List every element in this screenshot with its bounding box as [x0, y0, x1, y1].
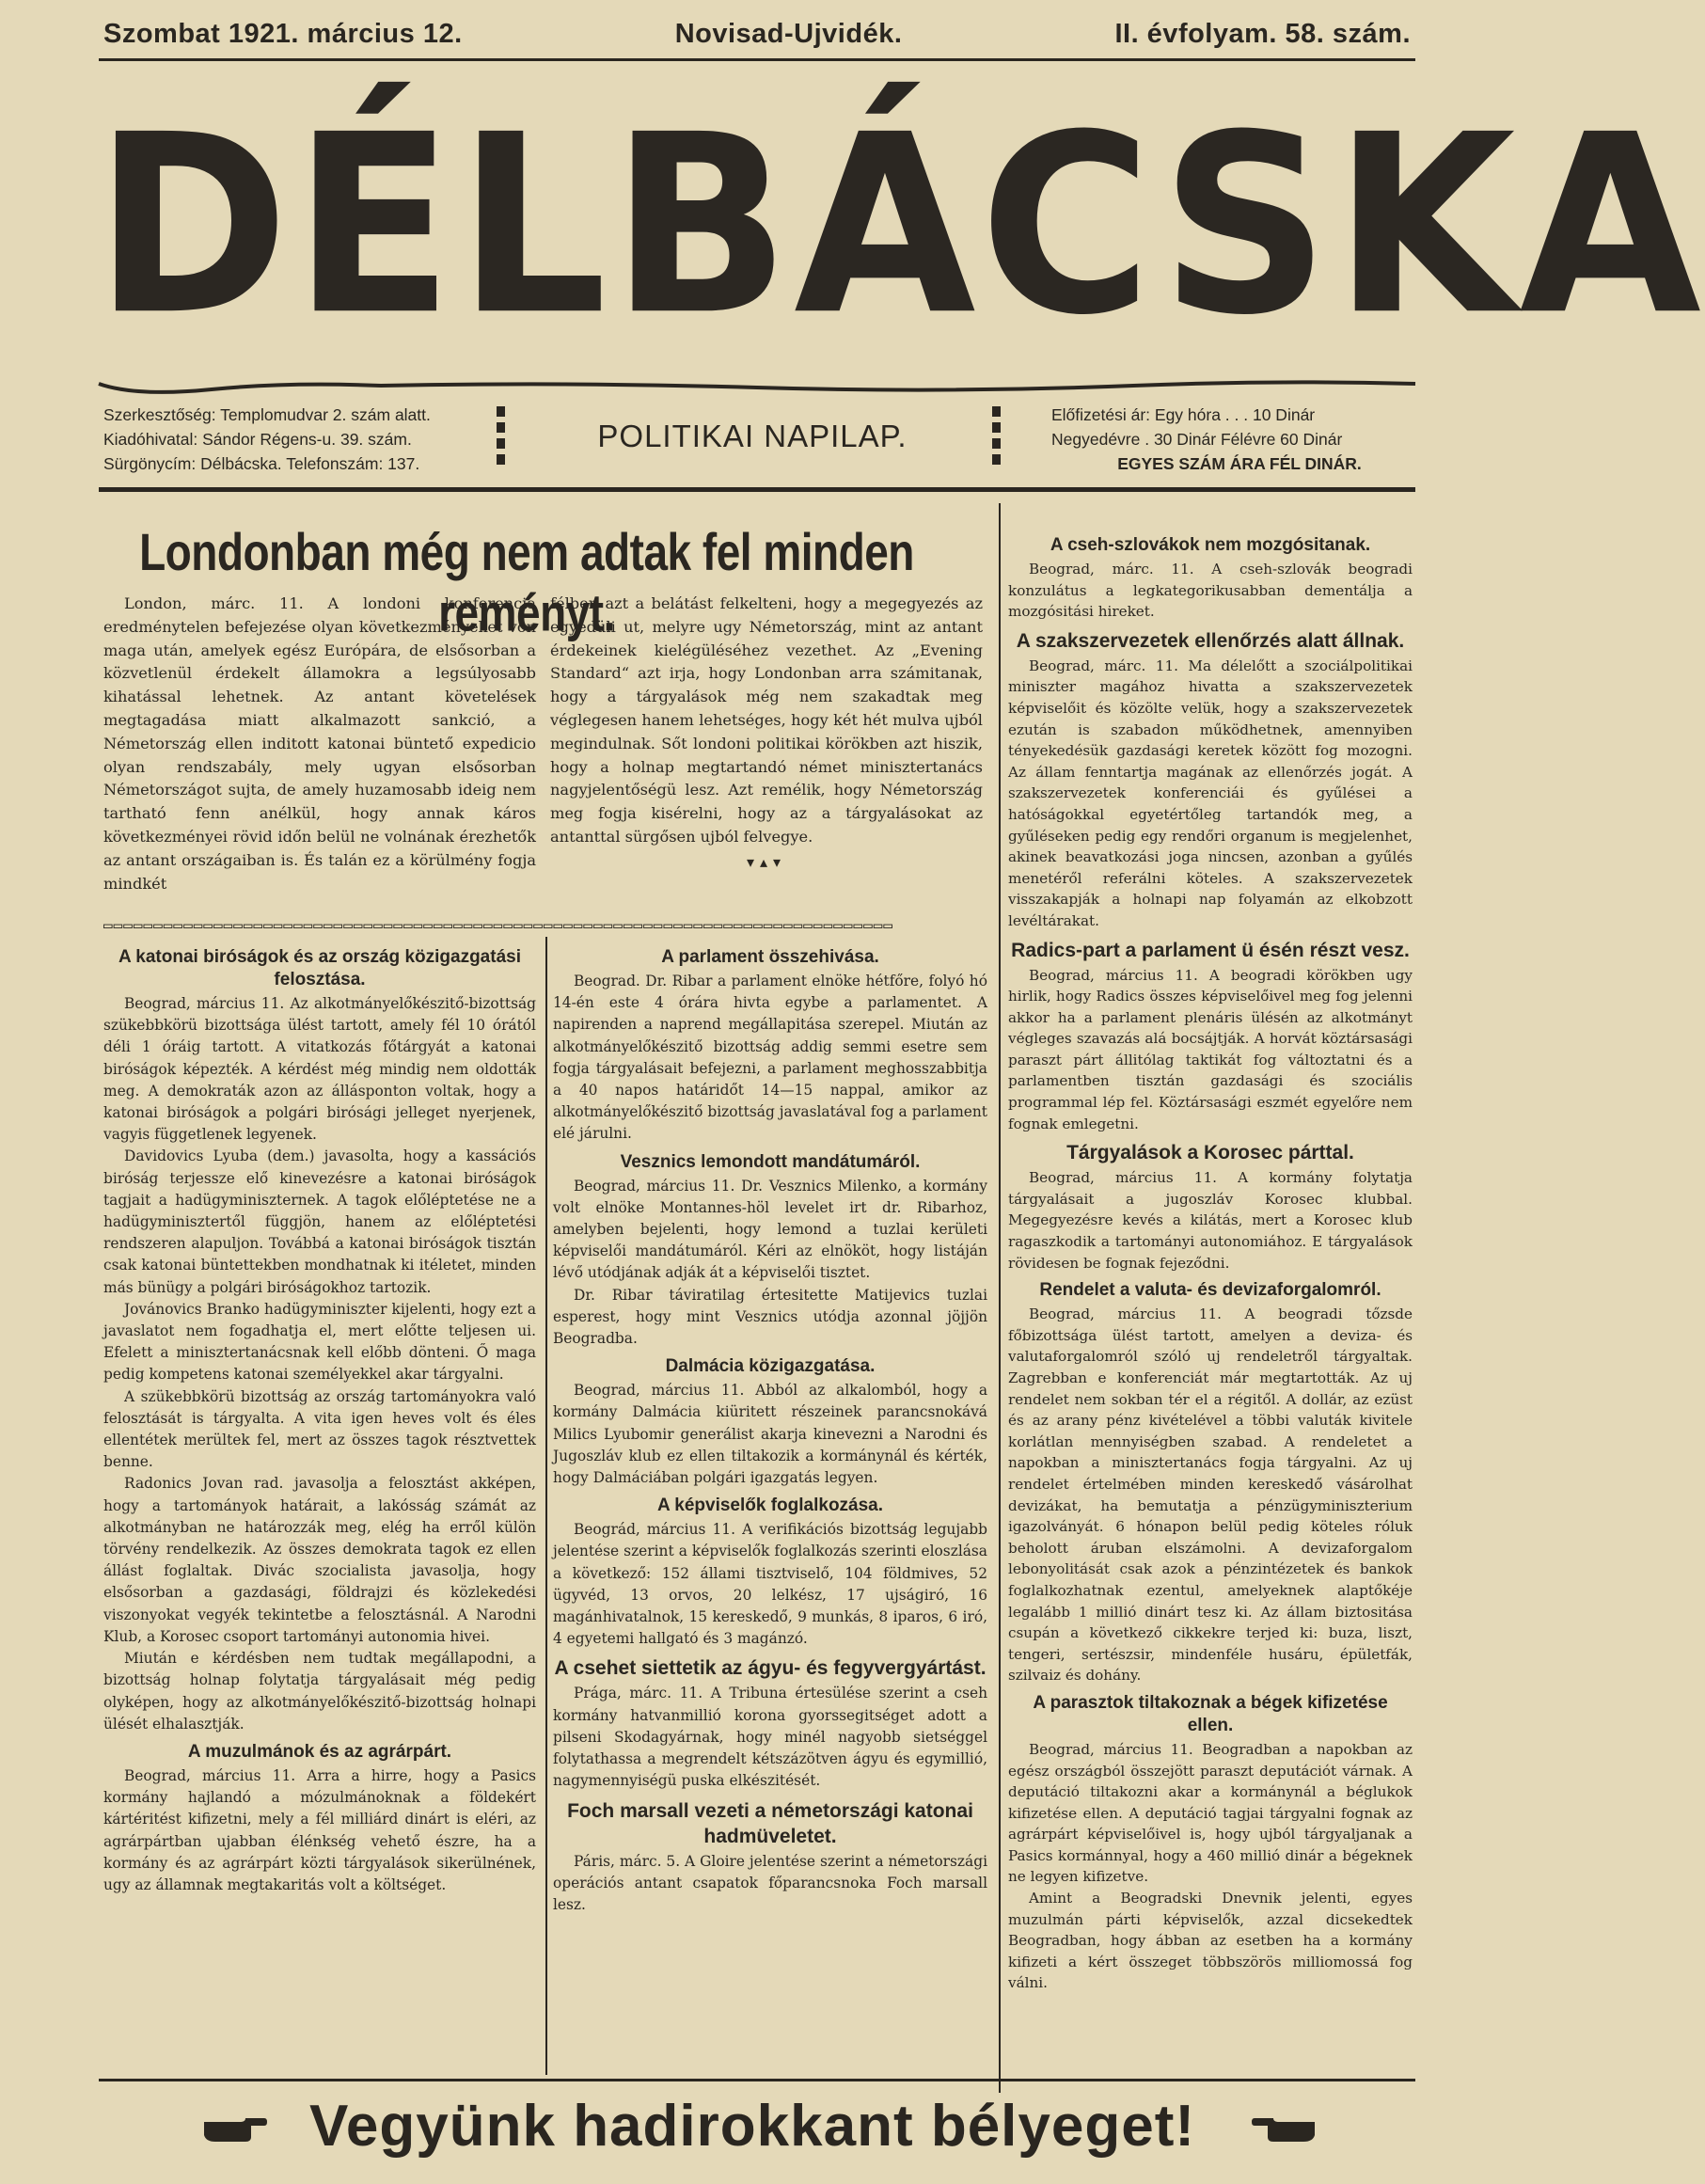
lead-text: félben azt a belátást felkelteni, hogy a megegyezés az egyedüli ut, melyre ugy Németország, mint az antant érdekeinek kielégüléséhez vezethet. Az „Evening Standard“ azt irja, hogy Londonban arra számitanak, hogy a tárgyalások még nem szakadtak meg véglegesen hanem lehetséges, hogy két hét mulva ujból megindulnak. Sőt londoni politikai körökben azt hiszik, hogy a holnap megtartandó német minisztertanács nagyjelentőségü lesz. Azt remélik, hogy Németország meg fogja kisérelni, hogy az a tárgyalásokat az antanttal sürgősen ujból felvegye.: [550, 594, 983, 846]
article-headline: A szakszervezetek ellenőrzés alatt állnak.: [1016, 629, 1405, 652]
header-bottom-rule: [99, 487, 1415, 492]
article-headline: Rendelet a valuta- és devizaforgalomról.: [1039, 1280, 1381, 1301]
article-headline: A katonai biróságok és az ország közigazgatási felosztása.: [118, 947, 521, 989]
article-paragraph: Beograd, március 11. Dr. Vesznics Milenko, a kormány volt elnöke Montannes-höl levelet irt dr. Ribarhoz, amelyben bejelenti, hogy lemond a tuzlai kerületi képviselői mandátumáról. Kéri az elnököt, hogy listáján lévő utódjának adják át a képviselői tisztet.: [553, 1177, 987, 1282]
lead-text: London, márc. 11. A londoni konferencia eredménytelen befejezése olyan következményeket von maga után, amelyek egész Európára, de elsősorban a közvetlenül érdekelt államokra a legsúlyosabb kihatással lehetnek. Az antant követelések megtagadása miatt alkalmazott sankció, a Németország ellen inditott katonai büntető expedicio olyan rendszabály, mely ugyan elsősorban Németországot sujta, de amely huzamosabb ideig nem tartható fenn anélkül, hogy annak káros következményei rövid időn belül ne volnának érezhetők az antant országaiban is. És talán ez a körülmény fogja mindkét: [103, 594, 536, 893]
price-line: EGYES SZÁM ÁRA FÉL DINÁR.: [1117, 454, 1362, 473]
issue-number: II. évfolyam. 58. szám.: [1114, 19, 1411, 49]
article-paragraph: Jovánovics Branko hadügyminiszter kijelenti, hogy ezt a javaslatot nem fogadhatja el, mert előtte teljesen ui. Efelett a minisztertanácsnak kell előbb dönteni. Ő maga pedig kompetens katonai személyekkel akar tárgyalni.: [103, 1300, 536, 1384]
article-headline: A muzulmánok és az agrárpárt.: [187, 1741, 452, 1762]
article-paragraph: Radonics Jovan rad. javasolja a felosztást akképen, hogy a tartományok határait, a lakósság számát az alkotmányban ne határozzák meg, elég ha erről külön törvény rendelkezik. Az összes demokrata tagok ez ellen állást foglaltak. Divác szocialista javasolja, hogy elsősorban a gazdasági, földrajzi és közlekedési viszonyokat vegyék tekintetbe a felosztásnál. A Narodni Klub, a Korosec csoport tartományi autonomia hivei.: [103, 1475, 536, 1645]
article-paragraph: Prága, márc. 11. A Tribuna értesülése szerint a cseh kormány hatvanmillió korona gyorssegitséget adott a pilseni Skodagyárnak, hogy minél nagyobb sietséggel folytathassa a megrendelt kétszázötven ágyu és egymillió, nagymennyiségü puska elkészitését.: [553, 1685, 987, 1790]
article-paragraph: Miután e kérdésben nem tudtak megállapodni, a bizottság holnap folytatja tárgyalásait még pedig olyképen, hogy az alkotmányelőkészitő-bizottság holnapi ülését elhalasztják.: [103, 1650, 536, 1733]
article-headline: Dalmácia közigazgatása.: [665, 1356, 876, 1377]
article-headline: Vesznics lemondott mandátumáról.: [620, 1151, 921, 1172]
lead-column-2: [550, 593, 983, 875]
article-paragraph: Beograd, márc. 11. A cseh-szlovák beogradi konzulátus a legkategorikusabban dementálja a mozgósitási hireket.: [1008, 561, 1413, 621]
place: Novisad-Ujvidék.: [674, 19, 903, 49]
ornament: ▾▴▾: [746, 852, 787, 871]
article-paragraph: Beograd, március 11. Beogradban a napokban az egész országból összejött paraszt deputációt várnak. A deputáció tiltakozni akar a kormánynál a béglukok kifizetése ellen. A deputáció tagjai tárgyalni fognak az agrárpárt képviselőivel is, hogy ujból tárgyaljanak a Pasics kormánnyal, hogy a 460 millió dinár a bégeknek ne legyen kifizetve.: [1008, 1740, 1413, 1886]
article-headline: A parasztok tiltakoznak a bégek kifizetése ellen.: [1033, 1692, 1388, 1735]
pointing-hand-right-icon: [202, 2113, 268, 2144]
article-paragraph: A szükebbkörü bizottság az ország tartományokra való felosztását is tárgyalta. A vita igen heves volt és éles ellentétek merültek fel, mert az összes tagok résztvettek benne.: [103, 1387, 536, 1471]
article-paragraph: Beograd, március 11. Az alkotmányelőkészitő-bizottság szükebbkörü bizottsága ülést tartott, amely fél 10 órától déli 1 óráig tartott. A vitatkozás főtárgyát a katonai biróságok képezték. A kérdést még mindig nem oldották meg. A demokraták azon az állásponton voltak, hogy a katonai biróságok a polgári birósági jelleget nyerjenek, vagyis függetlenek legyenek.: [103, 995, 536, 1144]
lead-headline: Londonban még nem adtak fel minden reményt.: [139, 522, 914, 642]
article-headline: Tárgyalások a Korosec párttal.: [1066, 1142, 1354, 1164]
top-rule: [99, 58, 1415, 61]
issue-date: Szombat 1921. március 12.: [103, 19, 463, 49]
article-headline: A csehet siettetik az ágyu- és fegyvergyártást.: [554, 1657, 987, 1680]
article-headline: Foch marsall vezeti a németországi katonai hadmüveletet.: [567, 1799, 973, 1847]
price-line: Negyedévre . 30 Dinár Félévre 60 Dinár: [1051, 430, 1343, 449]
lead-column-1: [103, 593, 536, 895]
article-paragraph: Beograd, március 11. A beogradi körökben ugy hirlik, hogy Radics összes képviselőivel meg fog jelenni akkor ha a parlament plenáris ülésén az alkotmányt végleges szavazás alá bocsájtják. A horvát köztársasági paraszt párt állitólag taktikát fog változtatni és a parlamentben tisztán gazdasági és szociális programmal lép fel. Köztársasági eszmét egyelőre nem fognak emlegetni.: [1008, 966, 1413, 1132]
divider-dots: [992, 406, 1002, 470]
article-paragraph: Beograd, március 11. A kormány folytatja tárgyalásait a jugoszláv Korosec klubbal. Megegyezésre kevés a kilátás, mert a Korosec klub ragaszkodik a tartományi autonomiához. E tárgyalások rövidesen be fognak fejeződni.: [1008, 1169, 1413, 1272]
article-headline: A parlament összehivása.: [661, 947, 879, 967]
article-paragraph: Beográd, március 11. A verifikációs bizottság legujabb jelentése szerint a képviselők foglalkozás szerinti eloszlása a következő: 152 állami tisztviselő, 104 földmives, 52 ügyvéd, 13 orvos, 20 lelkész, 17 ujságiró, 16 magánhivatalnok, 15 kereskedő, 9 munkás, 8 iparos, 6 iró, 4 egyetemi hallgató és 3 magánzó.: [553, 1521, 987, 1648]
subscription-info: [1051, 403, 1428, 476]
column-rule: [999, 503, 1001, 2093]
article-headline: A képviselők foglalkozása.: [656, 1496, 884, 1516]
office-line: Sürgönycím: Délbácska. Telefonszám: 137.: [103, 454, 420, 473]
masthead-wave-rule: [99, 376, 1415, 399]
footer-banner: Vegyünk hadirokkant bélyeget!: [308, 2094, 1196, 2159]
divider-dots: [497, 406, 506, 470]
office-line: Kiadóhivatal: Sándor Régens-u. 39. szám.: [103, 430, 412, 449]
column-right: [1008, 529, 1413, 1994]
article-paragraph: Beograd, márc. 11. Ma délelőtt a szociálpolitikai miniszter magához hivatta a szakszervezetek képviselőit és közölte velük, hogy a szakszervezetek ezután is szabadon működhetnek, amennyiben tényekedésük gazdasági keretek között fog mozogni. Az állam fenntartja magának az ellenőrzés jogát. A szakszervezetek konferenciái és gyűlései a hatóságokkal egyetértőleg tartandók meg, a gyűléseken pedig egy rendőri organum is megjelenhet, akinek beavatkozási joga nincsen, azonban a gyűlés menetéről referálni köteles. A szakszervezetek visszakapják a holnapi nap folyamán az elkobzott levéltárakat.: [1008, 657, 1413, 929]
column-left: [103, 941, 536, 1896]
article-paragraph: Páris, márc. 5. A Gloire jelentése szerint a németországi operációs antant csapatok főparancsnoka Foch marsall lesz.: [553, 1852, 987, 1913]
office-line: Szerkesztőség: Templomudvar 2. szám alatt.: [103, 405, 431, 424]
article-paragraph: Beograd, március 11. Abból az alkalomból, hogy a kormány Dalmácia kiüritett részeinek parancsnokává Milics Lyubomir generálist akarja kinevezni a Narodni és Jugoszláv klub ez ellen tiltakozik a kormánynál és kérték, hogy Dalmáciában polgári igazgatás legyen.: [553, 1382, 987, 1487]
article-paragraph: Dr. Ribar táviratilag értesitette Matijevics tuzlai esperest, hogy mint Vesznics utódja azonnal jöjjön Beogradba.: [553, 1286, 987, 1348]
office-info: [103, 403, 498, 476]
column-rule: [545, 937, 547, 2075]
article-paragraph: Beograd, március 11. Arra a hirre, hogy a Pasics kormány hajlandó a mózulmánoknak a földekért kártéritést kifizetni, mely a fél milliárd dinárt is eléri, az agrárpártban ujabban élénkség vehető észre, ha a kormány és az agrárpárt közti tárgyalások sikerülnének, ugy az államnak megtakaritás volt a költséget.: [103, 1766, 536, 1893]
pointing-hand-left-icon: [1251, 2113, 1317, 2144]
subtitle: POLITIKAI NAPILAP.: [597, 419, 908, 453]
article-headline: Radics-part a parlament ü ésén részt vesz.: [1011, 939, 1410, 961]
price-line: Előfizetési ár: Egy hóra . . . 10 Dinár: [1051, 405, 1316, 424]
masthead-title: DÉLBÁCSKA: [94, 81, 1705, 370]
dateline: [103, 19, 1411, 50]
article-headline: A cseh-szlovákok nem mozgósitanak.: [1050, 535, 1371, 555]
article-paragraph: Amint a Beogradski Dnevnik jelenti, egyes muzulmán párti képviselők, azzal dicsekedtek Beogradban, hogy ábban az esetben ha a kormány kifizeti a kért összeget többszörös milliomossá fog válni.: [1008, 1890, 1413, 1992]
article-paragraph: Beograd. Dr. Ribar a parlament elnöke hétfőre, folyó hó 14-én este 4 órára hivta egybe a parlamentet. A napirenden a naprend megállapitása szerepel. Miután az alkotmányelőkészitő bizottság addig semmi esetre sem fogja tárgyalásait befejezni, a parlament meghosszabbitja a 40 napos határidőt 14—15 nappal, amikor az alkotmányelőkészitő bizottság javaslatával fog a parlament elé járulni.: [553, 973, 987, 1143]
article-paragraph: Davidovics Lyuba (dem.) javasolta, hogy a kassációs biróság terjessze elő kinevezésre a katonai biróságok tagjait a hadügyminiszternek. A tagok előléptetése ne a hadügyminisztertől függjön, hanem az előléptetési rendszeren alapuljon. Továbbá a katonai biróságok tisztán csak katonai büntettekben mondhatnak ki itéletet, minden más bünügy a polgári biróságokhoz tartozik.: [103, 1147, 536, 1296]
column-middle: [553, 941, 987, 1916]
chain-divider: ▭▭▭▭▭▭▭▭▭▭▭▭▭▭▭▭▭▭▭▭▭▭▭▭▭▭▭▭▭▭▭▭▭▭▭▭▭▭▭▭▭▭▭▭▭▭▭▭▭▭▭▭▭▭▭▭▭▭▭▭▭▭▭▭▭▭▭▭▭▭▭▭▭▭▭▭▭▭▭: [103, 916, 893, 934]
article-paragraph: Beograd, március 11. A beogradi tőzsde főbizottsága ülést tartott, amelyen a deviza- és valutaforgalomról szóló uj rendeletről tárgyaltak. Zagrebban e konferenciát már megtartották. Az uj rendelet nem sokban tér el a régitől. A dollár, az ezüst és az arany pénz kivételével a többi valuták kivitele korlátlan mennyiségben szabad. A rendeletet a napokban a minisztertanács fogja tárgyalni. Az uj rendelet értelmében minden kereskedő vásárolhat devizákat, ha bemutatja a pénzügyminiszterium igazolványát. 6 hónapon belül pedig köteles róluk beholott áruban elszámolni. A devizaforgalom lebonyolitását csak azok a pénzintézetek és bankok foglalkozhatnak ezentul, amelyeknek alaptőkéje legalább 1 millió dinárt tesz ki. Az állam biztositása csupán a következő cikkekre terjed ki: buza, liszt, tengeri, sertészsir, mindenféle husáru, épületfák, szilvaiz és dohány.: [1008, 1306, 1413, 1685]
footer-rule: [99, 2079, 1415, 2081]
